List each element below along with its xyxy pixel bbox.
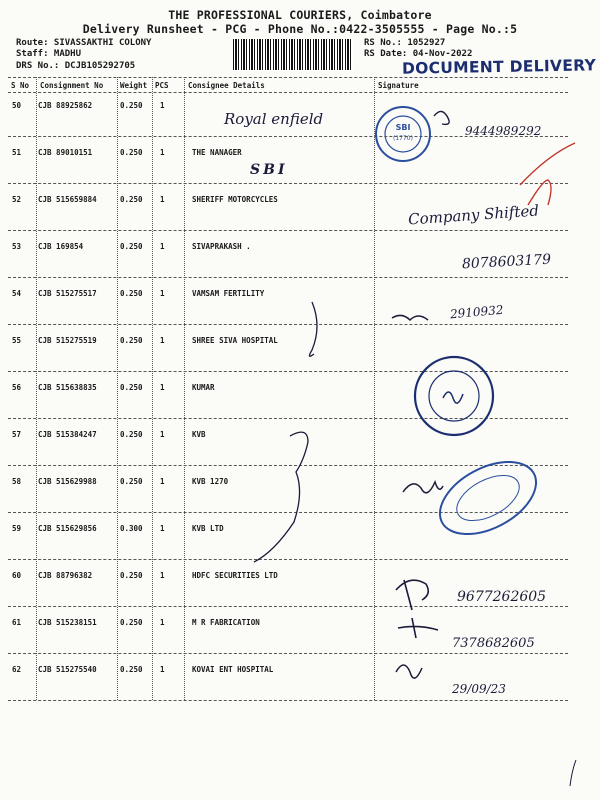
- row-consignee: M R FABRICATION: [192, 618, 260, 627]
- row-consignment-no: CJB 515629988: [38, 477, 97, 486]
- row-sno: 58: [12, 477, 22, 486]
- handwritten-signature: Company Shifted: [407, 201, 540, 229]
- row-consignment-no: CJB 515275517: [38, 289, 97, 298]
- route-label: Route: SIVASSAKTHI COLONY: [16, 38, 152, 48]
- row-consignment-no: CJB 515238151: [38, 618, 97, 627]
- row-pcs: 1: [160, 665, 165, 674]
- svg-text:(1770): (1770): [393, 135, 413, 142]
- signature-scribble: [396, 580, 428, 610]
- row-weight: 0.300: [120, 524, 143, 533]
- svg-text:SBI: SBI: [395, 123, 411, 132]
- row-sno: 52: [12, 195, 22, 204]
- row-consignment-no: CJB 169854: [38, 242, 84, 251]
- document-delivery-stamp: DOCUMENT DELIVERY: [401, 56, 597, 78]
- signature-scribble: [396, 665, 422, 678]
- signature-scribble: [392, 315, 428, 320]
- row-weight: 0.250: [120, 148, 143, 157]
- row-consignee: HDFC SECURITIES LTD: [192, 571, 278, 580]
- row-weight: 0.250: [120, 289, 143, 298]
- row-pcs: 1: [160, 571, 165, 580]
- row-consignee: SHREE SIVA HOSPITAL: [192, 336, 278, 345]
- handwritten-signature: 29/09/23: [452, 682, 506, 696]
- signature-scribble: [570, 760, 576, 786]
- row-weight: 0.250: [120, 430, 143, 439]
- row-pcs: 1: [160, 289, 165, 298]
- col-header-consignment: Consignment No: [40, 81, 104, 90]
- row-pcs: 1: [160, 524, 165, 533]
- row-consignee: SHERIFF MOTORCYCLES: [192, 195, 278, 204]
- kvb-seal-stamp: [428, 447, 548, 549]
- row-consignee: SIVAPRAKASH .: [192, 242, 251, 251]
- row-pcs: 1: [160, 195, 165, 204]
- row-consignee: VAMSAM FERTILITY: [192, 289, 265, 298]
- row-pcs: 1: [160, 477, 165, 486]
- col-header-weight: Weight: [120, 81, 148, 90]
- col-header-pcs: PCS: [155, 81, 169, 90]
- row-weight: 0.250: [120, 195, 143, 204]
- red-pen-stroke: [520, 143, 575, 185]
- row-consignment-no: CJB 88796382: [38, 571, 93, 580]
- row-sno: 56: [12, 383, 22, 392]
- col-header-consignee: Consignee Details: [188, 81, 265, 90]
- row-consignment-no: CJB 515659884: [38, 195, 97, 204]
- row-sno: 50: [12, 101, 22, 110]
- sbi-seal-stamp: [376, 107, 430, 161]
- row-pcs: 1: [160, 383, 165, 392]
- row-consignee: KUMAR: [192, 383, 215, 392]
- row-sno: 60: [12, 571, 22, 580]
- row-pcs: 1: [160, 430, 165, 439]
- row-consignee: KVB 1270: [192, 477, 229, 486]
- row-weight: 0.250: [120, 571, 143, 580]
- staff-label: Staff: MADHU: [16, 49, 82, 59]
- handwritten-signature: 9677262605: [457, 589, 547, 605]
- row-sno: 55: [12, 336, 22, 345]
- handwritten-signature: 8078603179: [461, 251, 552, 273]
- pen-bracket: [254, 432, 308, 562]
- row-sno: 51: [12, 148, 22, 157]
- row-consignee: KVB LTD: [192, 524, 224, 533]
- row-consignee: KOVAI ENT HOSPITAL: [192, 665, 274, 674]
- rs-number: RS No.: 1052927: [364, 38, 446, 48]
- row-weight: 0.250: [120, 101, 143, 110]
- handwritten-consignee: Royal enfield: [224, 110, 324, 128]
- row-consignment-no: CJB 515638835: [38, 383, 97, 392]
- row-consignee: KVB: [192, 430, 206, 439]
- col-header-signature: Signature: [378, 81, 419, 90]
- handwritten-signature: 2910932: [449, 302, 504, 322]
- row-weight: 0.250: [120, 336, 143, 345]
- row-weight: 0.250: [120, 383, 143, 392]
- rs-date: RS Date: 04-Nov-2022: [364, 49, 473, 59]
- row-pcs: 1: [160, 148, 165, 157]
- row-sno: 62: [12, 665, 22, 674]
- row-sno: 59: [12, 524, 22, 533]
- row-sno: 57: [12, 430, 22, 439]
- pen-bracket: [309, 302, 317, 356]
- runsheet-subtitle: Delivery Runsheet - PCG - Phone No.:0422-3505555 - Page No.:5: [82, 22, 518, 36]
- row-sno: 53: [12, 242, 22, 251]
- row-consignment-no: CJB 88925862: [38, 101, 93, 110]
- row-sno: 61: [12, 618, 22, 627]
- row-consignment-no: CJB 515275519: [38, 336, 97, 345]
- row-consignment-no: CJB 515384247: [38, 430, 97, 439]
- row-sno: 54: [12, 289, 22, 298]
- row-consignment-no: CJB 515629856: [38, 524, 97, 533]
- row-weight: 0.250: [120, 477, 143, 486]
- signature-scribble: [403, 482, 443, 493]
- row-consignee: THE NANAGER: [192, 148, 242, 157]
- handwritten-signature: 9444989292: [465, 124, 542, 138]
- signature-scribble: [434, 111, 449, 124]
- runsheet-title: THE PROFESSIONAL COURIERS, Coimbatore: [168, 8, 432, 22]
- row-weight: 0.250: [120, 665, 143, 674]
- handwritten-consignee: SBI: [250, 162, 288, 178]
- row-pcs: 1: [160, 242, 165, 251]
- signature-scribble: [398, 618, 438, 638]
- row-pcs: 1: [160, 618, 165, 627]
- reliance-seal-stamp: [415, 357, 493, 435]
- row-consignment-no: CJB 515275540: [38, 665, 97, 674]
- row-weight: 0.250: [120, 618, 143, 627]
- handwritten-signature: 7378682605: [452, 636, 535, 651]
- row-consignment-no: CJB 89010151: [38, 148, 93, 157]
- row-weight: 0.250: [120, 242, 143, 251]
- drs-label: DRS No.: DCJB105292705: [16, 61, 136, 71]
- row-pcs: 1: [160, 101, 165, 110]
- col-header-sno: S No: [11, 81, 30, 90]
- row-pcs: 1: [160, 336, 165, 345]
